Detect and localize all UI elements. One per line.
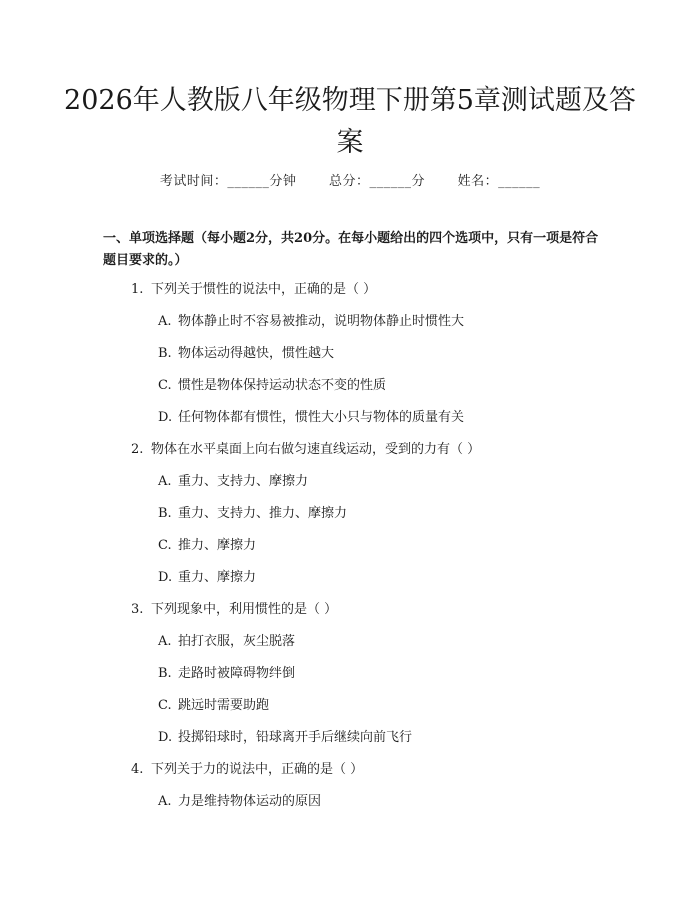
option-letter: D.	[158, 570, 173, 585]
question-text: 下列现象中，利用惯性的是（ ）	[151, 602, 338, 617]
question-3	[0, 600, 700, 760]
option-letter: C.	[158, 698, 172, 713]
option-letter: C.	[158, 378, 172, 393]
option-letter: C.	[158, 538, 172, 553]
option-d	[0, 568, 700, 600]
option-text: 重力、支持力、推力、摩擦力	[178, 506, 348, 521]
section-header: 一、单项选择题（每小题2分，共20分。在每小题给出的四个选项中，只有一项是符合题目要求的。）	[103, 231, 599, 268]
option-d	[0, 728, 700, 760]
question-stem	[0, 760, 700, 792]
option-a	[0, 792, 700, 824]
option-letter: A.	[158, 794, 172, 809]
option-text: 重力、支持力、摩擦力	[178, 474, 309, 489]
option-text: 推力、摩擦力	[178, 538, 257, 553]
question-number: 1.	[131, 282, 144, 297]
option-letter: B.	[158, 346, 172, 361]
question-1	[0, 280, 700, 440]
option-text: 走路时被障碍物绊倒	[178, 666, 296, 681]
question-number: 4.	[131, 762, 144, 777]
option-letter: A.	[158, 474, 172, 489]
option-b	[0, 504, 700, 536]
option-text: 任何物体都有惯性，惯性大小只与物体的质量有关	[178, 410, 465, 425]
option-letter: A.	[158, 314, 172, 329]
exam-info-line	[0, 170, 700, 189]
question-text: 下列关于惯性的说法中，正确的是（ ）	[151, 282, 377, 297]
question-text: 下列关于力的说法中，正确的是（ ）	[151, 762, 364, 777]
option-letter: D.	[158, 410, 173, 425]
option-text: 物体运动得越快，惯性越大	[178, 346, 335, 361]
exam-name-field: 姓名：______	[457, 174, 541, 189]
option-a	[0, 312, 700, 344]
exam-score-field: 总分：______分	[328, 174, 425, 189]
exam-time-field: 考试时间：______分钟	[159, 174, 297, 189]
question-list	[0, 280, 700, 824]
option-c	[0, 536, 700, 568]
option-letter: D.	[158, 730, 173, 745]
question-number: 3.	[131, 602, 144, 617]
option-c	[0, 696, 700, 728]
question-2	[0, 440, 700, 600]
option-a	[0, 472, 700, 504]
option-letter: A.	[158, 634, 172, 649]
option-c	[0, 376, 700, 408]
option-a	[0, 632, 700, 664]
option-text: 重力、摩擦力	[178, 570, 257, 585]
option-text: 跳远时需要助跑	[178, 698, 270, 713]
option-b	[0, 344, 700, 376]
option-letter: B.	[158, 666, 172, 681]
question-number: 2.	[131, 442, 144, 457]
option-letter: B.	[158, 506, 172, 521]
option-text: 惯性是物体保持运动状态不变的性质	[178, 378, 387, 393]
option-text: 物体静止时不容易被推动，说明物体静止时惯性大	[178, 314, 465, 329]
option-b	[0, 664, 700, 696]
option-text: 力是维持物体运动的原因	[178, 794, 322, 809]
question-stem	[0, 600, 700, 632]
question-stem	[0, 440, 700, 472]
question-4	[0, 760, 700, 824]
option-text: 投掷铅球时，铅球离开手后继续向前飞行	[178, 730, 413, 745]
option-text: 拍打衣服，灰尘脱落	[178, 634, 296, 649]
option-d	[0, 408, 700, 440]
page-title: 2026年人教版八年级物理下册第5章测试题及答案	[64, 85, 636, 158]
question-stem	[0, 280, 700, 312]
question-text: 物体在水平桌面上向右做匀速直线运动，受到的力有（ ）	[151, 442, 481, 457]
